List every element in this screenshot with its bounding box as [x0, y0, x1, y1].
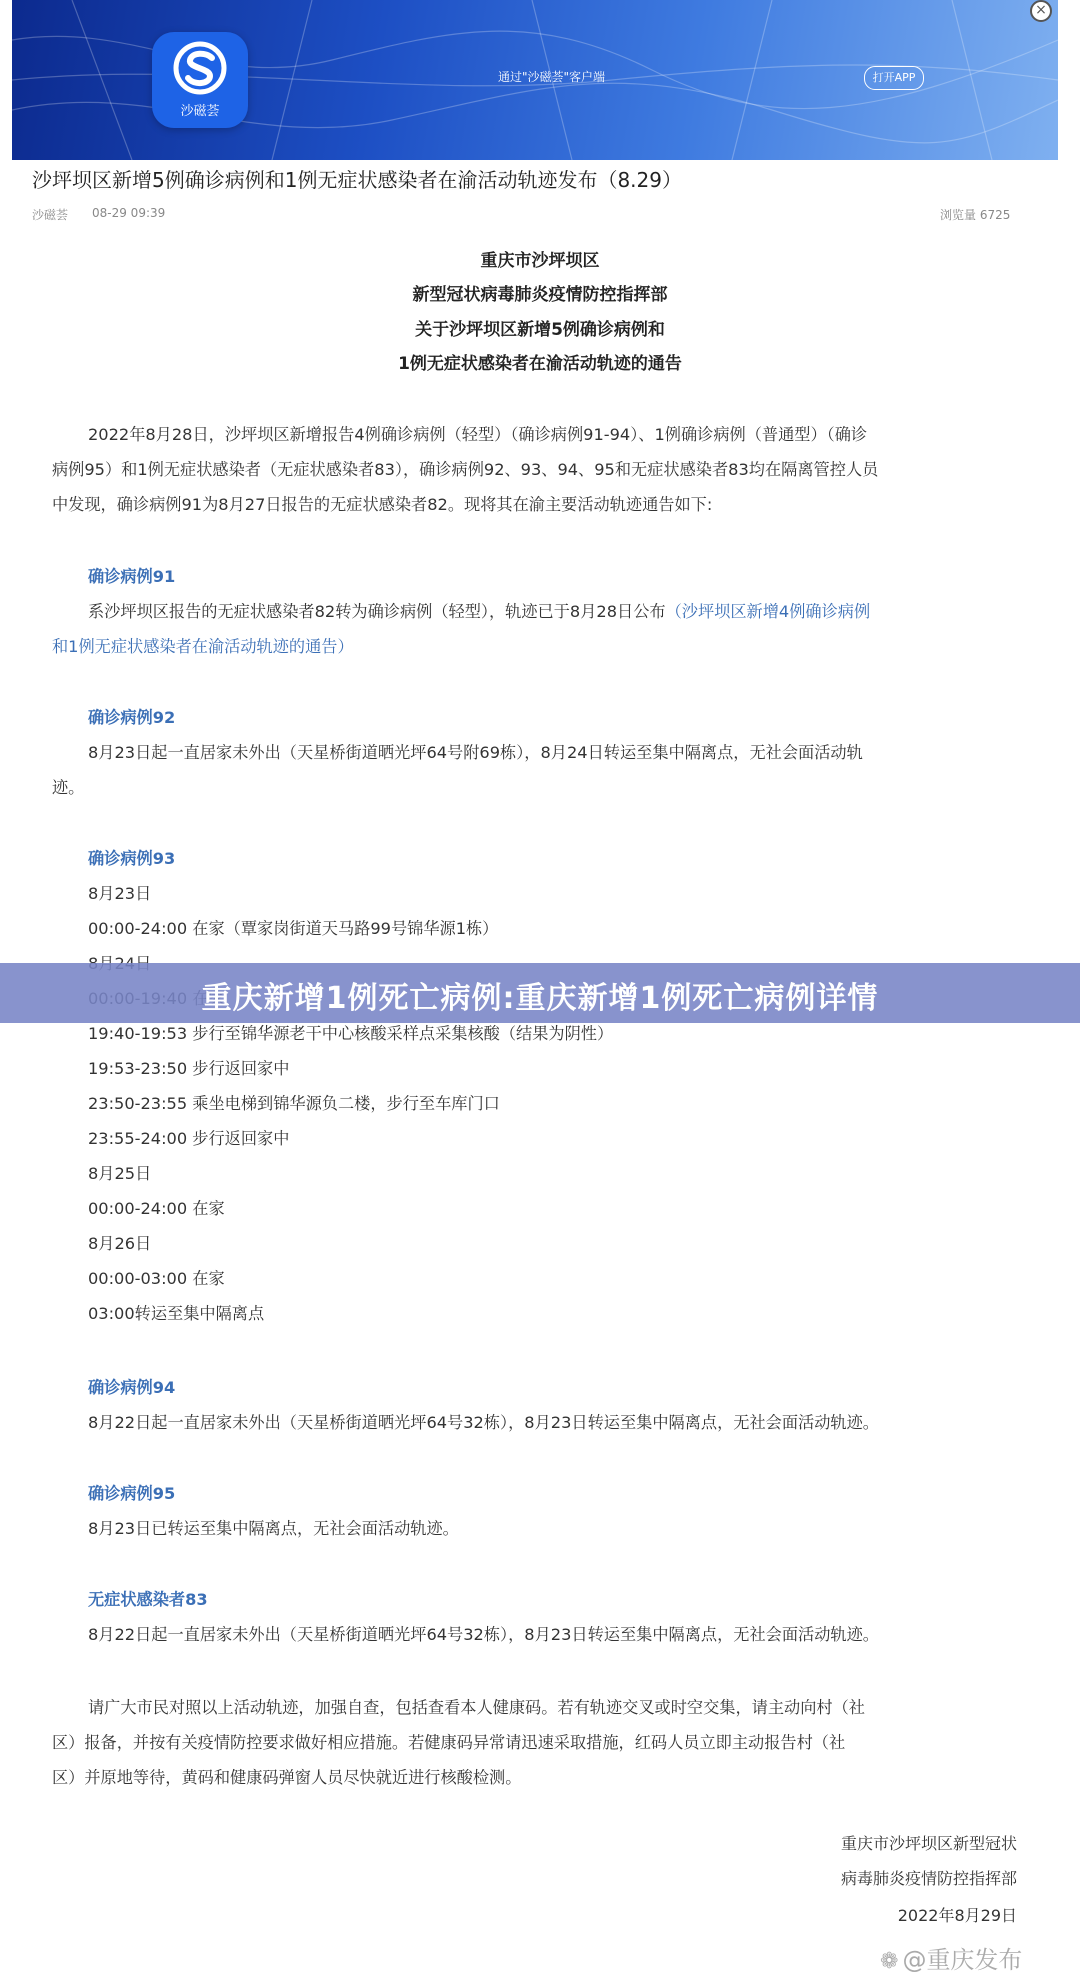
- open-app-button[interactable]: 打开APP: [864, 66, 924, 90]
- case-91-link-continued[interactable]: 和1例无症状感染者在渝活动轨迹的通告）: [52, 637, 354, 656]
- watermark-text: @重庆发布: [902, 1946, 1023, 1974]
- app-logo[interactable]: [152, 32, 248, 128]
- case-94-line: 8月22日起一直居家未外出（天星桥街道晒光坪64号32栋），8月23日转运至集中隔离点，无社会面活动轨迹。: [88, 1413, 879, 1432]
- close-banner-icon[interactable]: ×: [1030, 0, 1052, 22]
- app-download-banner[interactable]: [12, 0, 1058, 160]
- case-93-line: 19:40-19:53 步行至锦华源老干中心核酸采样点采集核酸（结果为阴性）: [88, 1024, 614, 1043]
- case-93-heading: 确诊病例93: [88, 849, 176, 868]
- intro-paragraph: [52, 417, 1016, 522]
- notice-heading: [0, 244, 1080, 381]
- case-93-line: 23:55-24:00 步行返回家中: [88, 1129, 290, 1148]
- paragraph-line: 区）并原地等待，黄码和健康码弹窗人员尽快就近进行核酸检测。: [52, 1768, 522, 1787]
- case-93-line: 8月26日: [88, 1234, 152, 1253]
- paragraph-line: 病例95）和1例无症状感染者（无症状感染者83），确诊病例92、93、94、95和无症状感染者83均在隔离管控人员: [52, 460, 879, 479]
- case-93-line: 03:00转运至集中隔离点: [88, 1304, 265, 1323]
- overlay-title-band: [0, 963, 1080, 1023]
- asymptomatic-83-line: 8月22日起一直居家未外出（天星桥街道晒光坪64号32栋），8月23日转运至集中隔离点，无社会面活动轨迹。: [88, 1625, 879, 1644]
- case-95-heading: 确诊病例95: [88, 1484, 176, 1503]
- paragraph-line: 请广大市民对照以上活动轨迹，加强自查，包括查看本人健康码。若有轨迹交叉或时空交集，请主动向村（社: [88, 1698, 865, 1717]
- paragraph-line: 中发现，确诊病例91为8月27日报告的无症状感染者82。现将其在渝主要活动轨迹通告如下:: [52, 495, 713, 514]
- case-91-link[interactable]: （沙坪坝区新增4例确诊病例: [665, 602, 871, 621]
- overlay-title: 重庆新增1例死亡病例:重庆新增1例死亡病例详情: [201, 981, 879, 1016]
- case-95-line: 8月23日已转运至集中隔离点，无社会面活动轨迹。: [88, 1519, 459, 1538]
- banner-text: 通过"沙磁荟"客户端: [498, 70, 606, 84]
- article-views: 浏览量 6725: [940, 208, 1011, 222]
- closing-paragraph: [52, 1690, 1016, 1795]
- notice-heading-line: 新型冠状病毒肺炎疫情防控指挥部: [412, 285, 668, 306]
- case-91-text: [88, 598, 870, 622]
- paragraph-line: 区）报备，并按有关疫情防控要求做好相应措施。若健康码异常请迅速采取措施，红码人员立即主动报告村（社: [52, 1733, 846, 1752]
- asymptomatic-83-heading: 无症状感染者83: [88, 1590, 208, 1609]
- case-93-line: 8月25日: [88, 1164, 152, 1183]
- signature-line: 病毒肺炎疫情防控指挥部: [840, 1869, 1017, 1888]
- article-time: 08-29 09:39: [92, 206, 166, 220]
- notice-heading-line: 1例无症状感染者在渝活动轨迹的通告: [398, 353, 682, 374]
- case-92-line: 迹。: [52, 778, 85, 797]
- case-93-line: 00:00-24:00 在家（覃家岗街道天马路99号锦华源1栋）: [88, 919, 499, 938]
- case-94-heading: 确诊病例94: [88, 1378, 176, 1397]
- signature-line: 重庆市沙坪坝区新型冠状: [840, 1834, 1017, 1853]
- paragraph-line: 2022年8月28日，沙坪坝区新增报告4例确诊病例（轻型）（确诊病例91-94）、1例确诊病例（普通型）（确诊: [88, 425, 868, 444]
- case-93-line: 19:53-23:50 步行返回家中: [88, 1059, 290, 1078]
- case-92-heading: 确诊病例92: [88, 708, 176, 727]
- notice-heading-line: 重庆市沙坪坝区: [480, 251, 600, 271]
- article-title: 沙坪坝区新增5例确诊病例和1例无症状感染者在渝活动轨迹发布（8.29）: [32, 168, 682, 192]
- app-logo-s-icon: [166, 40, 234, 100]
- case-91-heading: 确诊病例91: [88, 567, 176, 586]
- app-name: 沙磁荟: [180, 104, 220, 119]
- signature-date: 2022年8月29日: [897, 1906, 1017, 1925]
- case-91-line: 系沙坪坝区报告的无症状感染者82转为确诊病例（轻型），轨迹已于8月28日公布: [88, 602, 666, 621]
- article-source[interactable]: 沙磁荟: [32, 208, 69, 222]
- case-92-line: 8月23日起一直居家未外出（天星桥街道晒光坪64号附69栋），8月24日转运至集中隔离点，无社会面活动轨: [88, 743, 863, 762]
- notice-heading-line: 关于沙坪坝区新增5例确诊病例和: [415, 319, 665, 340]
- weibo-watermark: [880, 1940, 1022, 1975]
- weibo-logo-icon: ❁: [880, 1949, 899, 1974]
- case-93-line: 00:00-03:00 在家: [88, 1269, 225, 1288]
- case-93-line: 23:50-23:55 乘坐电梯到锦华源负二楼，步行至车库门口: [88, 1094, 500, 1113]
- case-93-line: 00:00-24:00 在家: [88, 1199, 225, 1218]
- case-93-line: 8月23日: [88, 884, 152, 903]
